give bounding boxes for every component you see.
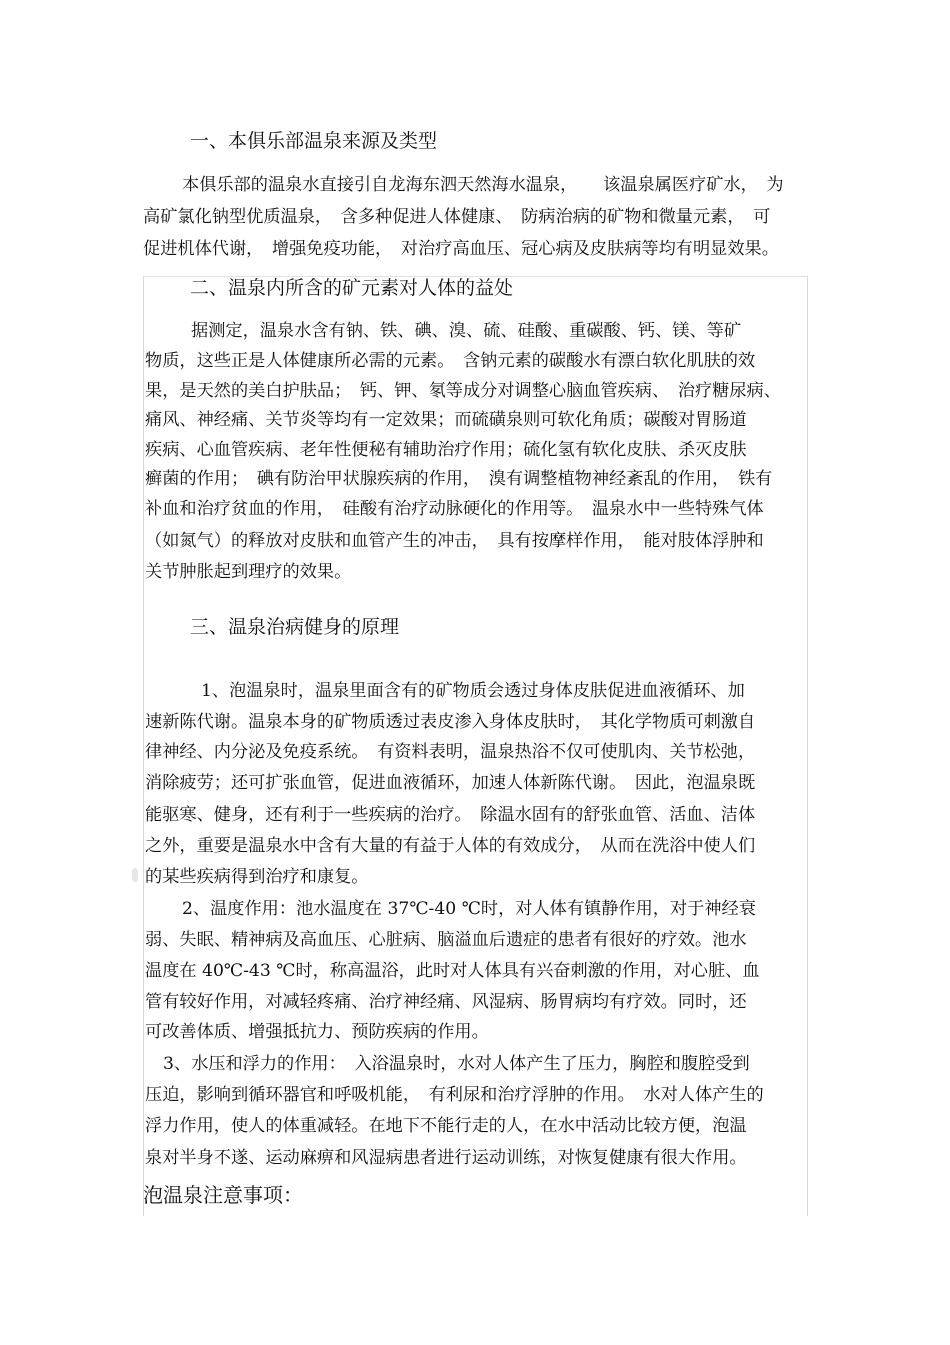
section-3-heading: 三、温泉治病健身的原理	[190, 616, 400, 638]
section-3-line: 律神经、内分泌及免疫系统。 有资料表明，温泉热浴不仅可使肌肉、关节松弛，	[145, 742, 756, 762]
section-2-heading: 二、温泉内所含的矿元素对人体的益处	[190, 277, 514, 299]
section-3-line: 管有较好作用，对减轻疼痛、治疗神经痛、风湿病、肠胃病均有疗效。同时，还	[145, 992, 747, 1012]
section-2-line: 物质，这些正是人体健康所必需的元素。 含钠元素的碳酸水有漂白软化肌肤的效	[145, 351, 756, 371]
section-3-line: 1、泡温泉时，温泉里面含有的矿物质会透过身体皮肤促进血液循环、加	[201, 681, 745, 701]
section-1-line: 高矿氯化钠型优质温泉， 含多种促进人体健康、 防病治病的矿物和微量元素， 可	[143, 207, 771, 227]
section-3-line: 浮力作用，使人的体重减轻。在地下不能行走的人，在水中活动比较方便，泡温	[145, 1116, 747, 1136]
section-3-line: 2、温度作用：池水温度在 37℃-40 ℃时，对人体有镇静作用，对于神经衰	[182, 899, 756, 919]
section-2-line: （如氮气）的释放对皮肤和血管产生的冲击， 具有按摩样作用， 能对肢体浮肿和	[145, 531, 764, 551]
section-3-line: 压迫，影响到循环器官和呼吸机能， 有利尿和治疗浮肿的作用。 水对人体产生的	[145, 1085, 764, 1105]
section-3-line: 可改善体质、增强抵抗力、预防疾病的作用。	[145, 1022, 489, 1042]
section-2-line: 关节肿胀起到理疗的效果。	[145, 562, 352, 582]
section-1-line: 本俱乐部的温泉水直接引自龙海东泗天然海水温泉， 该温泉属医疗矿水， 为	[182, 175, 784, 195]
section-2-line: 补血和治疗贫血的作用， 硅酸有治疗动脉硬化的作用等。 温泉水中一些特殊气体	[145, 499, 764, 519]
section-3-line: 的某些疾病得到治疗和康复。	[145, 867, 369, 887]
section-3-line: 泉对半身不遂、运动麻痹和风湿病患者进行运动训练，对恢复健康有很大作用。	[145, 1148, 747, 1168]
section-1-line: 促进机体代谢， 增强免疫功能， 对治疗高血压、冠心病及皮肤病等均有明显效果。	[143, 239, 779, 259]
section-3-line: 3、水压和浮力的作用： 入浴温泉时，水对人体产生了压力，胸腔和腹腔受到	[163, 1054, 750, 1074]
section-3-line: 能驱寒、健身，还有利于一些疾病的治疗。 除温水固有的舒张血管、活血、洁体	[145, 805, 756, 825]
section-3-line: 速新陈代谢。温泉本身的矿物质透过表皮渗入身体皮肤时， 其化学物质可刺激自	[145, 712, 756, 732]
content-box-left-border	[143, 276, 144, 1216]
section-2-line: 疾病、心血管疾病、老年性便秘有辅助治疗作用；硫化氢有软化皮肤、杀灭皮肤	[145, 440, 747, 460]
section-3-line: 温度在 40℃-43 ℃时，称高温浴，此时对人体具有兴奋刺激的作用，对心脏、血	[145, 961, 760, 981]
section-2-line: 痛风、神经痛、关节炎等均有一定效果；而硫磺泉则可软化角质；碳酸对胃肠道	[145, 410, 747, 430]
section-2-line: 癣菌的作用； 碘有防治甲状腺疾病的作用， 溴有调整植物神经紊乱的作用， 铁有	[145, 469, 773, 489]
section-3-line: 消除疲劳；还可扩张血管，促进血液循环，加速人体新陈代谢。 因此，泡温泉既	[145, 773, 756, 793]
scan-mark	[132, 868, 138, 882]
section-3-line: 之外，重要是温泉水中含有大量的有益于人体的有效成分， 从而在洗浴中使人们	[145, 836, 756, 856]
section-3-line: 弱、失眠、精神病及高血压、心脏病、脑溢血后遗症的患者有很好的疗效。池水	[145, 930, 747, 950]
section-1-heading: 一、本俱乐部温泉来源及类型	[190, 130, 438, 152]
section-2-line: 果，是天然的美白护肤品； 钙、钾、氡等成分对调整心脑血管疾病、 治疗糖尿病、	[145, 381, 781, 401]
section-4-heading: 泡温泉注意事项：	[143, 1183, 303, 1207]
content-box-right-border	[807, 276, 808, 1216]
section-2-line: 据测定，温泉水含有钠、铁、碘、溴、硫、硅酸、重碳酸、钙、镁、等矿	[191, 321, 742, 341]
